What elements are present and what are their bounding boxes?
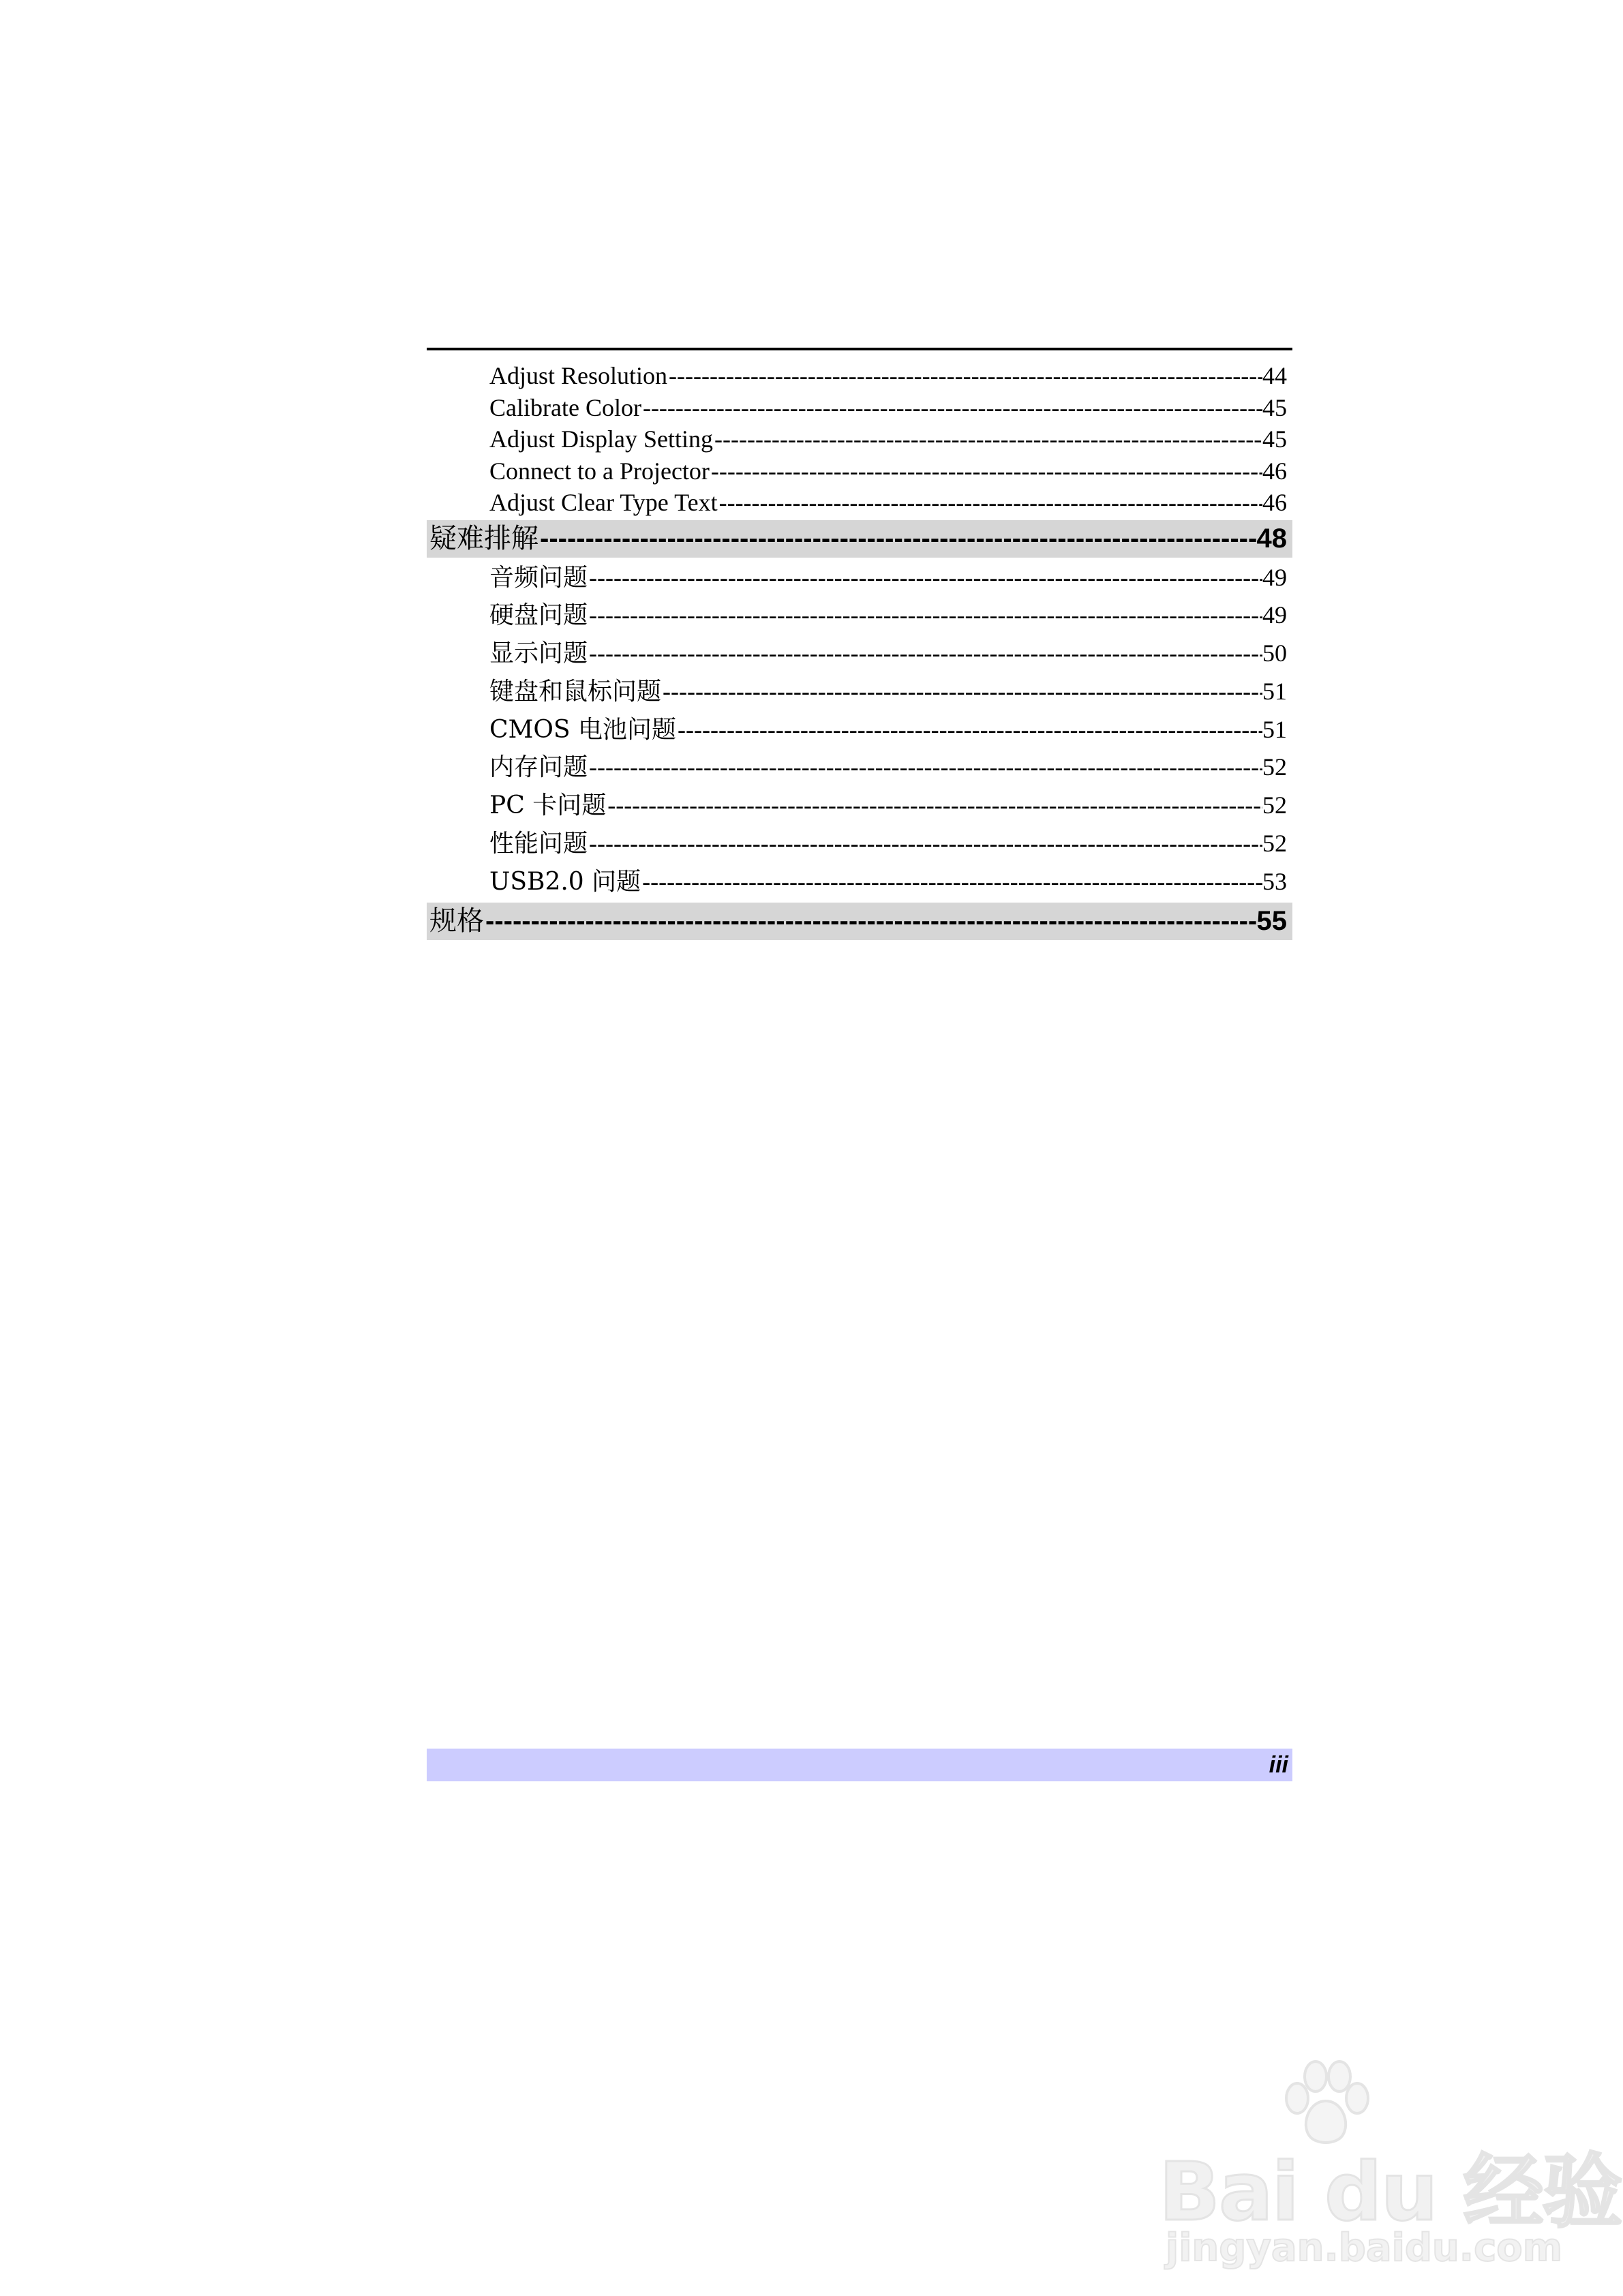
toc-entry-page-number: 53 <box>1262 867 1287 895</box>
toc-entry-page-number: 51 <box>1262 715 1287 743</box>
toc-entry-page-number: 46 <box>1262 489 1287 516</box>
toc-leader-dashes <box>710 455 1262 487</box>
toc-section-entry[interactable] <box>427 825 1292 863</box>
toc-entry-label: Adjust Clear Type Text <box>489 489 718 516</box>
toc-leader-dashes <box>713 423 1262 455</box>
toc-leader-dashes <box>484 903 1257 940</box>
toc-leader-dashes <box>588 596 1262 635</box>
toc-page <box>427 348 1292 941</box>
toc-entry-label: 疑难排解 <box>429 522 539 554</box>
toc-section-entry[interactable] <box>427 673 1292 711</box>
toc-entry-page-number: 46 <box>1262 457 1287 485</box>
toc-leader-dashes <box>588 635 1262 673</box>
toc-entry-page-number: 51 <box>1262 677 1287 705</box>
toc-entry-page-number: 52 <box>1262 830 1287 858</box>
toc-section-entry[interactable] <box>427 863 1292 901</box>
toc-entry-page-number: 49 <box>1262 601 1287 629</box>
toc-entry-page-number: 52 <box>1262 753 1287 781</box>
toc-leader-dashes <box>588 749 1262 787</box>
toc-entry-page-number: 49 <box>1262 563 1287 591</box>
toc-entry-label: Adjust Resolution <box>489 362 668 389</box>
toc-section-entry[interactable] <box>427 360 1292 392</box>
toc-leader-dashes <box>667 360 1262 392</box>
toc-chapter-entry[interactable] <box>427 903 1292 940</box>
toc-leader-dashes <box>641 392 1262 424</box>
toc-leader-dashes <box>588 825 1262 863</box>
toc-leader-dashes <box>718 487 1262 519</box>
toc-entry-label: 性能问题 <box>489 830 588 858</box>
watermark-url: jingyan.baidu.com <box>1166 2226 1563 2270</box>
toc-entry-page-number: 45 <box>1262 425 1287 453</box>
toc-entry-label: PC 卡问题 <box>489 791 607 820</box>
toc-entry-label: USB2.0 问题 <box>489 867 641 896</box>
toc-section-entry[interactable] <box>427 392 1292 424</box>
toc-leader-dashes <box>606 787 1262 825</box>
footer-page-number: iii <box>1269 1752 1288 1778</box>
toc-entry-label: Calibrate Color <box>489 393 641 421</box>
toc-entry-label: 规格 <box>429 905 484 937</box>
toc-leader-dashes <box>641 863 1262 901</box>
toc-section-entry[interactable] <box>427 423 1292 455</box>
footer-bar <box>427 1749 1292 1781</box>
toc-section-entry[interactable] <box>427 635 1292 673</box>
toc-leader-dashes <box>539 520 1257 558</box>
top-rule <box>427 348 1292 350</box>
baidu-watermark <box>1159 2059 1622 2270</box>
toc-section-entry[interactable] <box>427 455 1292 487</box>
toc-entry-label: 内存问题 <box>489 753 588 782</box>
toc-entry-label: 显示问题 <box>489 639 588 668</box>
table-of-contents <box>427 360 1292 940</box>
toc-section-entry[interactable] <box>427 749 1292 787</box>
watermark-logo-text: Bai du 经验 <box>1159 2145 1622 2239</box>
toc-entry-page-number: 44 <box>1262 362 1287 389</box>
toc-entry-page-number: 48 <box>1256 523 1287 554</box>
toc-chapter-entry[interactable] <box>427 520 1292 558</box>
toc-entry-label: 音频问题 <box>489 563 588 592</box>
toc-entry-label: CMOS 电池问题 <box>489 715 677 744</box>
toc-section-entry[interactable] <box>427 487 1292 519</box>
toc-leader-dashes <box>661 673 1262 711</box>
toc-section-entry[interactable] <box>427 596 1292 635</box>
toc-section-entry[interactable] <box>427 787 1292 825</box>
toc-leader-dashes <box>588 559 1262 597</box>
toc-section-entry[interactable] <box>427 559 1292 597</box>
toc-entry-label: Connect to a Projector <box>489 457 710 485</box>
toc-entry-page-number: 45 <box>1262 393 1287 421</box>
toc-entry-page-number: 50 <box>1262 639 1287 667</box>
toc-entry-label: Adjust Display Setting <box>489 425 714 453</box>
toc-section-entry[interactable] <box>427 711 1292 749</box>
toc-leader-dashes <box>676 711 1262 749</box>
toc-entry-label: 键盘和鼠标问题 <box>489 677 662 706</box>
toc-entry-page-number: 52 <box>1262 791 1287 819</box>
toc-entry-label: 硬盘问题 <box>489 601 588 630</box>
toc-entry-page-number: 55 <box>1256 905 1287 936</box>
